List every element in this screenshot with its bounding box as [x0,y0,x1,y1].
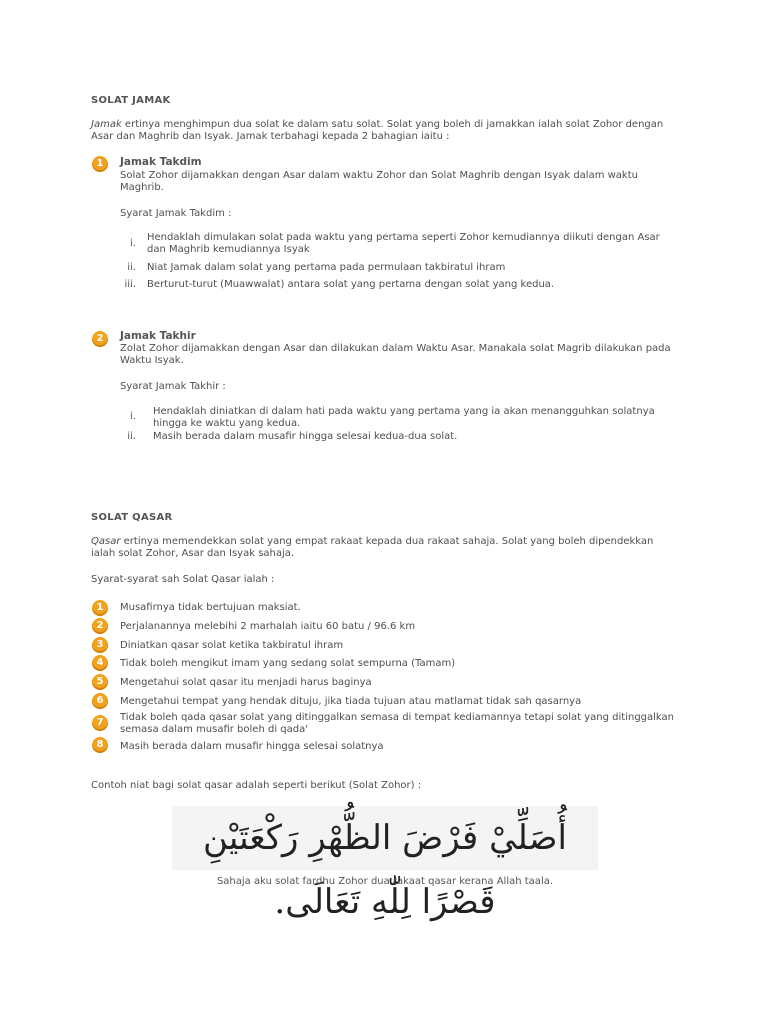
number-badge-3-icon: 3 [92,637,108,653]
list-item: Mengetahui solat qasar itu menjadi harus baginya [120,677,372,688]
number-badge-1-icon: 1 [92,600,108,616]
list-item: Berturut-turut (Muawwalat) antara solat yang pertama dengan solat yang kedua. [147,279,555,290]
subheading-jamak-takhir: Jamak Takhir [120,330,196,342]
number-badge-6-icon: 6 [92,693,108,709]
section-title-jamak: SOLAT JAMAK [91,95,171,106]
list-item: Tidak boleh mengikut imam yang sedang solat sempurna (Tamam) [120,658,456,669]
list-number: i. [130,238,136,249]
syarat-label-qasar: Syarat-syarat sah Solat Qasar ialah : [91,574,275,585]
list-number: i. [130,411,136,422]
number-badge-4-icon: 4 [92,655,108,671]
niat-caption: Sahaja aku solat fardhu Zohor dua rakaat qasar kerana Allah taala. [216,876,554,887]
jamak-intro: Jamak ertinya menghimpun dua solat ke dalam satu solat. Solat yang boleh di jamakkan ialah solat Zohor dengan Asar dan Maghrib dan Isyak. Jamak terbahagi kepada 2 bahagian iaitu : [91,119,664,142]
list-number: ii. [127,262,136,273]
list-item: Perjalanannya melebihi 2 marhalah iaitu 60 batu / 96.6 km [120,621,416,632]
jamak-takhir-desc: Zolat Zohor dijamakkan dengan Asar dan dilakukan dalam Waktu Asar. Manakala solat Magrib dilakukan pada Waktu Isyak. [120,343,671,366]
number-badge-2-icon: 2 [92,331,108,347]
list-item: Masih berada dalam musafir hingga selesai kedua-dua solat. [153,431,458,442]
number-badge-1-icon: 1 [92,156,108,172]
qasar-term: Qasar [91,536,121,547]
number-badge-7-icon: 7 [92,715,108,731]
list-item: Diniatkan qasar solat ketika takbiratul ihram [120,640,344,651]
number-badge-8-icon: 8 [92,737,108,753]
jamak-takdim-desc: Solat Zohor dijamakkan dengan Asar dalam waktu Zohor dan Solat Maghrib dengan Isyak dalam waktu Maghrib. [120,170,638,193]
number-badge-2-icon: 2 [92,618,108,634]
qasar-intro: Qasar ertinya memendekkan solat yang empat rakaat kepada dua rakaat sahaja. Solat yang boleh dipendekkan ialah solat Zohor, Asar dan Isyak sahaja. [91,536,654,559]
subheading-jamak-takdim: Jamak Takdim [120,156,202,168]
list-number: ii. [127,431,136,442]
list-item: Musafirnya tidak bertujuan maksiat. [120,602,301,613]
list-item: Mengetahui tempat yang hendak dituju, jika tiada tujuan atau matlamat tidak sah qasarnya [120,696,582,707]
list-number: iii. [124,279,136,290]
syarat-label-takdim: Syarat Jamak Takdim : [120,208,232,219]
number-badge-5-icon: 5 [92,674,108,690]
syarat-label-takhir: Syarat Jamak Takhir : [120,381,226,392]
contoh-niat-label: Contoh niat bagi solat qasar adalah seperti berikut (Solat Zohor) : [91,780,422,791]
arabic-niat-text: أُصَلِّيْ فَرْضَ الظُّهْرِ رَكْعَتَيْنِ قَصْرًا لِلّٰهِ تَعَالَى. [203,818,567,922]
list-item: Niat Jamak dalam solat yang pertama pada permulaan takbiratul ihram [147,262,506,273]
list-item: Hendaklah dimulakan solat pada waktu yang pertama seperti Zohor kemudiannya diikuti dengan Asar dan Maghrib kemudiannya Isyak [147,232,660,255]
list-item: Masih berada dalam musafir hingga selesai solatnya [120,741,384,752]
list-item: Hendaklah diniatkan di dalam hati pada waktu yang pertama yang ia akan menangguhkan solatnya hingga ke waktu yang kedua. [153,406,655,429]
list-item: Tidak boleh qada qasar solat yang ditinggalkan semasa di tempat kediamannya tetapi solat yang ditinggalkan semasa dalam musafir boleh di qada' [120,712,675,735]
section-title-qasar: SOLAT QASAR [91,512,173,523]
jamak-term: Jamak [91,119,122,130]
